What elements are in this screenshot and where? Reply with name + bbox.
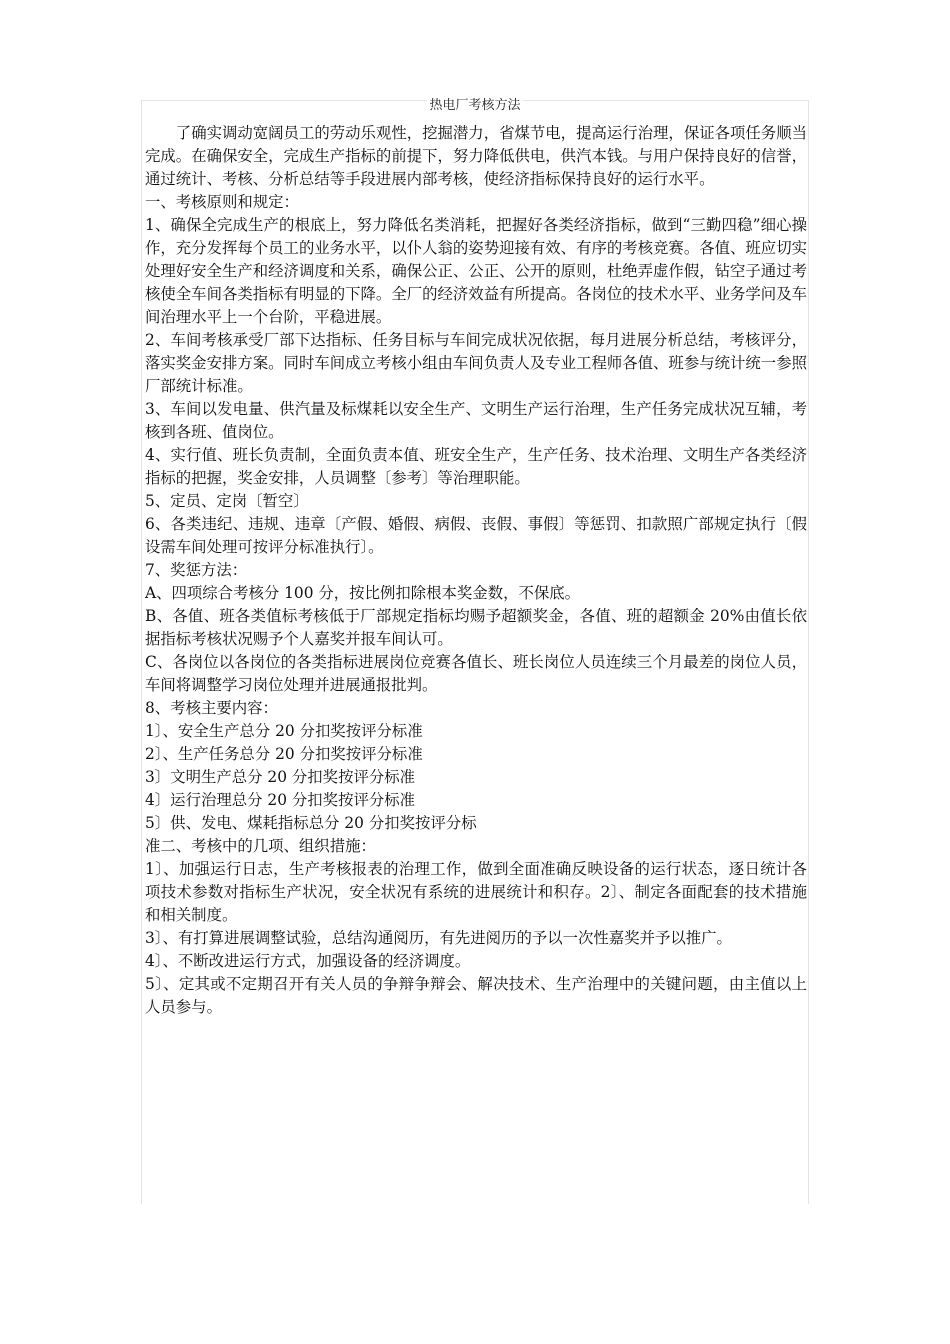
list-item: 1〕、加强运行日志，生产考核报表的治理工作，做到全面准确反映设备的运行状态，逐日统计各项技术参数对指标生产状况，安全状况有系统的进展统计和积存。2〕、制定各面配套的技术措施和相关制度。 [145,860,807,924]
section-heading-1: 一、考核原则和规定： [145,193,299,211]
paragraph: 5、定员、定岗〔暂空〕 [145,492,309,510]
list-item: 4〕运行治理总分 20 分扣奖按评分标准 [145,791,416,809]
paragraph: B、各值、班各类值标考核低于厂部规定指标均赐予超额奖金，各值、班的超额金 20%由值长依据指标考核状况赐予个人嘉奖并报车间认可。 [145,607,807,648]
paragraph: 6、各类违纪、违规、违章〔产假、婚假、病假、丧假、事假〕等惩罚、扣款照广部规定执行〔假设需车间处理可按评分标准执行〕。 [145,515,807,556]
paragraph: 1、确保全完成生产的根底上，努力降低名类消耗，把握好各类经济指标，做到“三勤四稳”细心操作，充分发挥每个员工的业务水平，以仆人翁的姿势迎接有效、有序的考核竞赛。各值、班应切实处理好安全生产和经济调度和关系，确保公正、公正、公开的原则，杜绝弄虚作假，钻空子通过考核使全车间各类指标有明显的下降。全厂的经济效益有所提高。各岗位的技术水平、业务学问及车间治理水平上一个台阶，平稳进展。 [145,216,807,326]
list-item: 2〕、生产任务总分 20 分扣奖按评分标准 [145,745,423,763]
intro-paragraph: 了确实调动宽阔员工的劳动乐观性，挖掘潜力，省煤节电，提高运行治理，保证各项任务顺当完成。在确保安全，完成生产指标的前提下，努力降低供电，供汽本钱。与用户保持良好的信誉，通过统计、考核、分析总结等手段进展内部考核，使经济指标保持良好的运行水平。 [145,124,807,188]
section-heading-2: 准二、考核中的几项、组织措施： [145,837,376,855]
paragraph: 2、车间考核承受厂部下达指标、任务目标与车间完成状况依据，每月进展分析总结，考核评分，落实奖金安排方案。同时车间成立考核小组由车间负责人及专业工程师各值、班参与统计统一参照厂部统计标准。 [145,331,807,395]
list-item: 3〕文明生产总分 20 分扣奖按评分标准 [145,768,416,786]
paragraph: 4、实行值、班长负责制，全面负责本值、班安全生产，生产任务、技术治理、文明生产各类经济指标的把握，奖金安排，人员调整〔参考〕等治理职能。 [145,446,807,487]
document-title-text: 热电厂考核方法 [429,98,521,113]
document-title [0,96,950,116]
paragraph: A、四项综合考核分 100 分，按比例扣除根本奖金数，不保底。 [145,584,581,602]
paragraph: 3、车间以发电量、供汽量及标煤耗以安全生产、文明生产运行治理，生产任务完成状况互辅，考核到各班、值岗位。 [145,400,807,441]
list-item: 1〕、安全生产总分 20 分扣奖按评分标准 [145,722,423,740]
list-item: 5〕、定其或不定期召开有关人员的争辩争辩会、解决技术、生产治理中的关键问题，由主值以上人员参与。 [145,975,807,1016]
paragraph: C、各岗位以各岗位的各类指标进展岗位竞赛各值长、班长岗位人员连续三个月最差的岗位人员，车间将调整学习岗位处理并进展通报批判。 [145,653,807,694]
page-frame-left [141,100,142,1204]
paragraph: 7、奖惩方法： [145,561,248,579]
list-item: 3〕、有打算进展调整试验，总结沟通阅历，有先进阅历的予以一次性嘉奖并予以推广。 [145,929,732,947]
document-body [145,122,807,1019]
list-item: 4〕、不断改进运行方式，加强设备的经济调度。 [145,952,471,970]
paragraph: 8、考核主要内容： [145,699,278,717]
page-frame-right [808,100,809,1204]
list-item: 5〕供、发电、煤耗指标总分 20 分扣奖按评分标 [145,814,477,832]
